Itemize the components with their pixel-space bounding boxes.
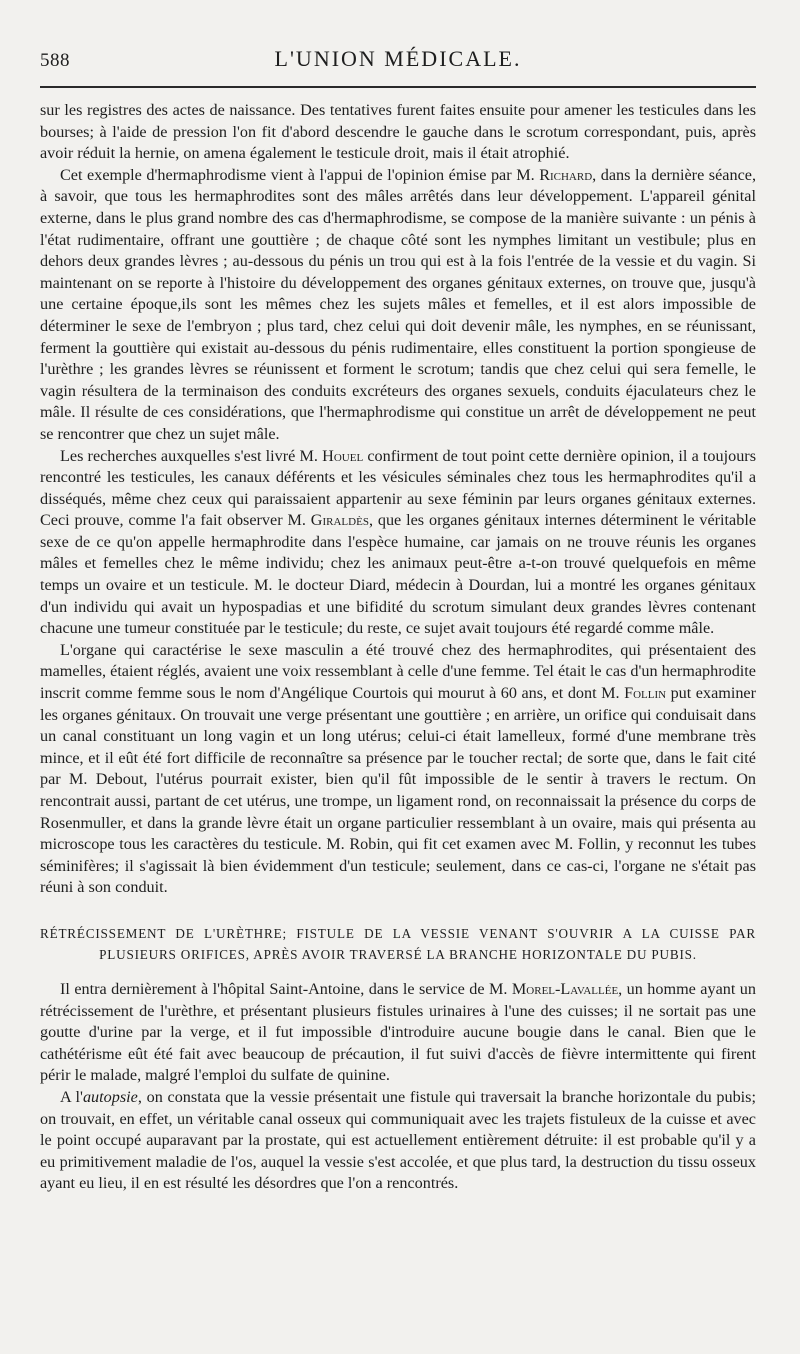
paragraph-text: confirment de tout point cette dernière opinion, il a toujours rencontré les testicules, les canaux déférents et les vésicules séminales chez tous les hermaphrodites qu'il a disséqués, même chez ceux qui paraissaient appartenir au sexe féminin par leurs organes génitaux externes. Ceci prouve, comme l'a fait observer M.	[40, 446, 756, 530]
paragraph	[40, 1087, 756, 1195]
paragraph-text: , dans la dernière séance, à savoir, que tous les hermaphrodites sont des mâles arrêtés dans leur développement. L'appareil génital externe, dans le plus grand nombre des cas d'hermaphrodisme, se compose de la manière suivante : un pénis à l'état rudimentaire, offrant une gouttière ; de chaque côté sont les nymphes limitant un vestibule; plus en dehors deux grandes lèvres ; au-dessous du pénis un trou qui est à la fois l'entrée de la vessie et du vagin. Si maintenant on se reporte à l'histoire du développement des organes génitaux externes, on trouve que, jusqu'à une certaine époque,ils sont les mêmes chez les sujets mâles et femelles, et il est alors impossible de déterminer le sexe de l'embryon ; plus tard, chez celui qui doit devenir mâle, les nymphes, en se réunissant, ferment la gouttière qui existait au-dessous du pénis rudimentaire, elles constituent la portion spongieuse de l'urèthre ; les grandes lèvres se réunissent et forment le scrotum; tandis que chez celui qui sera femelle, le vagin résultera de la terminaison des conduits excréteurs des organes sexuels, conduits éjaculateurs chez le mâle. Il résulte de ces considérations, que l'hermaphrodisme qui constitue un arrêt de développement ne peut se rencontrer que chez un sujet mâle.	[40, 165, 756, 443]
article-body-part2	[40, 979, 756, 1195]
paragraph-text: , un homme ayant un rétrécissement de l'urèthre, et présentant plusieurs fistules urinaires à l'une des cuisses; il ne sortait pas une goutte d'urine par la verge, et il fut impossible d'introduire aucune bougie dans le canal. Bien que le cathétérisme eût été fait avec beaucoup de précaution, il fut suivi d'accès de fièvre intermittente qui firent périr le malade, malgré l'emploi du sulfate de quinine.	[40, 979, 756, 1085]
paragraph	[40, 979, 756, 1087]
person-name: Giraldès	[310, 511, 369, 530]
person-name: Follin	[624, 684, 667, 703]
header-rule	[40, 86, 756, 88]
section-title	[40, 923, 756, 965]
paragraph-text: L'organe qui caractérise le sexe masculin a été trouvé chez des hermaphrodites, qui présentaient des mamelles, étaient réglés, avaient une voix ressemblant à celle d'une femme. Tel était le cas d'un hermaphrodite inscrit comme femme sous le nom d'Angélique Courtois qui mourut à 60 ans, et dont M.	[40, 640, 756, 703]
paragraph-text: sur les registres des actes de naissance. Des tentatives furent faites ensuite pour amener les testicules dans les bourses; à l'aide de pression l'on fit d'abord descendre le gauche dans le scrotum correspondant, puis, après avoir réduit la hernie, on amena également le testicule droit, mais il était atrophié.	[40, 101, 756, 163]
paragraph-text: put examiner les organes génitaux. On trouvait une verge présentant une gouttière ; en arrière, un orifice qui conduisait dans un canal constituant un long vagin et un long utérus; celui-ci était lamelleux, formé d'une membrane très mince, et il eût été fort difficile de reconnaître sa présence par le toucher rectal; de sorte que, dans le fait cité par M. Debout, l'utérus pourrait exister, bien qu'il fût impossible de le sentir à travers le rectum. On rencontrait aussi, partant de cet utérus, une trompe, un ligament rond, on reconnaissait la présence du corps de Rosenmuller, et dans la grande lèvre était un organe particulier ressemblant à un ovaire, mais qui présenta au microscope tous les caractères du testicule. M. Robin, qui fit cet examen avec M. Follin, y reconnut les tubes séminifères; il s'agissait là bien évidemment d'un testicule; seulement, dans ce cas-ci, l'organe ne s'était pas réuni à son conduit.	[40, 684, 757, 897]
paragraph-text: , on constata que la vessie présentait une fistule qui traversait la branche horizontale du pubis; on trouvait, en effet, un véritable canal osseux qui communiquait avec les trajets fistuleux de la cuisse et avec le point occupé auparavant par la prostate, qui est actuellement entièrement détruite: il est probable qu'il y a eu primitivement maladie de l'os, auquel la vessie s'est accolée, et que plus tard, la destruction du tissu osseux ayant eu lieu, il en est résulté les désordres que l'on a rencontrés.	[40, 1087, 756, 1193]
paragraph	[40, 446, 756, 640]
journal-title: L'UNION MÉDICALE.	[274, 46, 522, 71]
paragraph-text: Cet exemple d'hermaphrodisme vient à l'appui de l'opinion émise par M.	[60, 165, 540, 184]
paragraph	[40, 165, 756, 446]
page-number: 588	[40, 50, 70, 71]
paragraph	[40, 640, 756, 899]
paragraph-text: , que les organes génitaux internes déterminent le véritable sexe de ce qu'on appelle hermaphrodite dans l'espèce humaine, car jamais on ne trouve réunis les organes mâles et femelles chez le même individu; chez les animaux peut-être a-t-on trouvé quelquefois en même temps un ovaire et un testicule. M. le docteur Diard, médecin à Dourdan, lui a montré les organes génitaux d'un individu qui avait un hypospadias et une bifidité du scrotum simulant deux grandes lèvres contenant chacune une tumeur constituée par le testicule; du reste, ce sujet avait toujours été regardé comme mâle.	[40, 511, 757, 638]
person-name: Houel	[322, 446, 364, 465]
person-name: Richard	[539, 165, 593, 184]
paragraph	[40, 100, 756, 165]
section-title-line-2: PLUSIEURS ORIFICES, APRÈS AVOIR TRAVERSÉ LA BRANCHE HORIZONTALE DU PUBIS.	[99, 946, 697, 962]
paragraph-text: Il entra dernièrement à l'hôpital Saint-Antoine, dans le service de M.	[60, 979, 512, 998]
article-body-part1	[40, 100, 756, 899]
paragraph-text: A l'	[60, 1087, 83, 1106]
emphasis-text: autopsie	[82, 1087, 138, 1106]
page-header	[40, 42, 756, 82]
person-name: Morel-Lavallée	[511, 979, 619, 998]
section-title-line-1: RÉTRÉCISSEMENT DE L'URÈTHRE; FISTULE DE LA VESSIE VENANT S'OUVRIR A LA CUISSE PAR	[40, 925, 756, 941]
paragraph-text: Les recherches auxquelles s'est livré M.	[60, 446, 323, 465]
